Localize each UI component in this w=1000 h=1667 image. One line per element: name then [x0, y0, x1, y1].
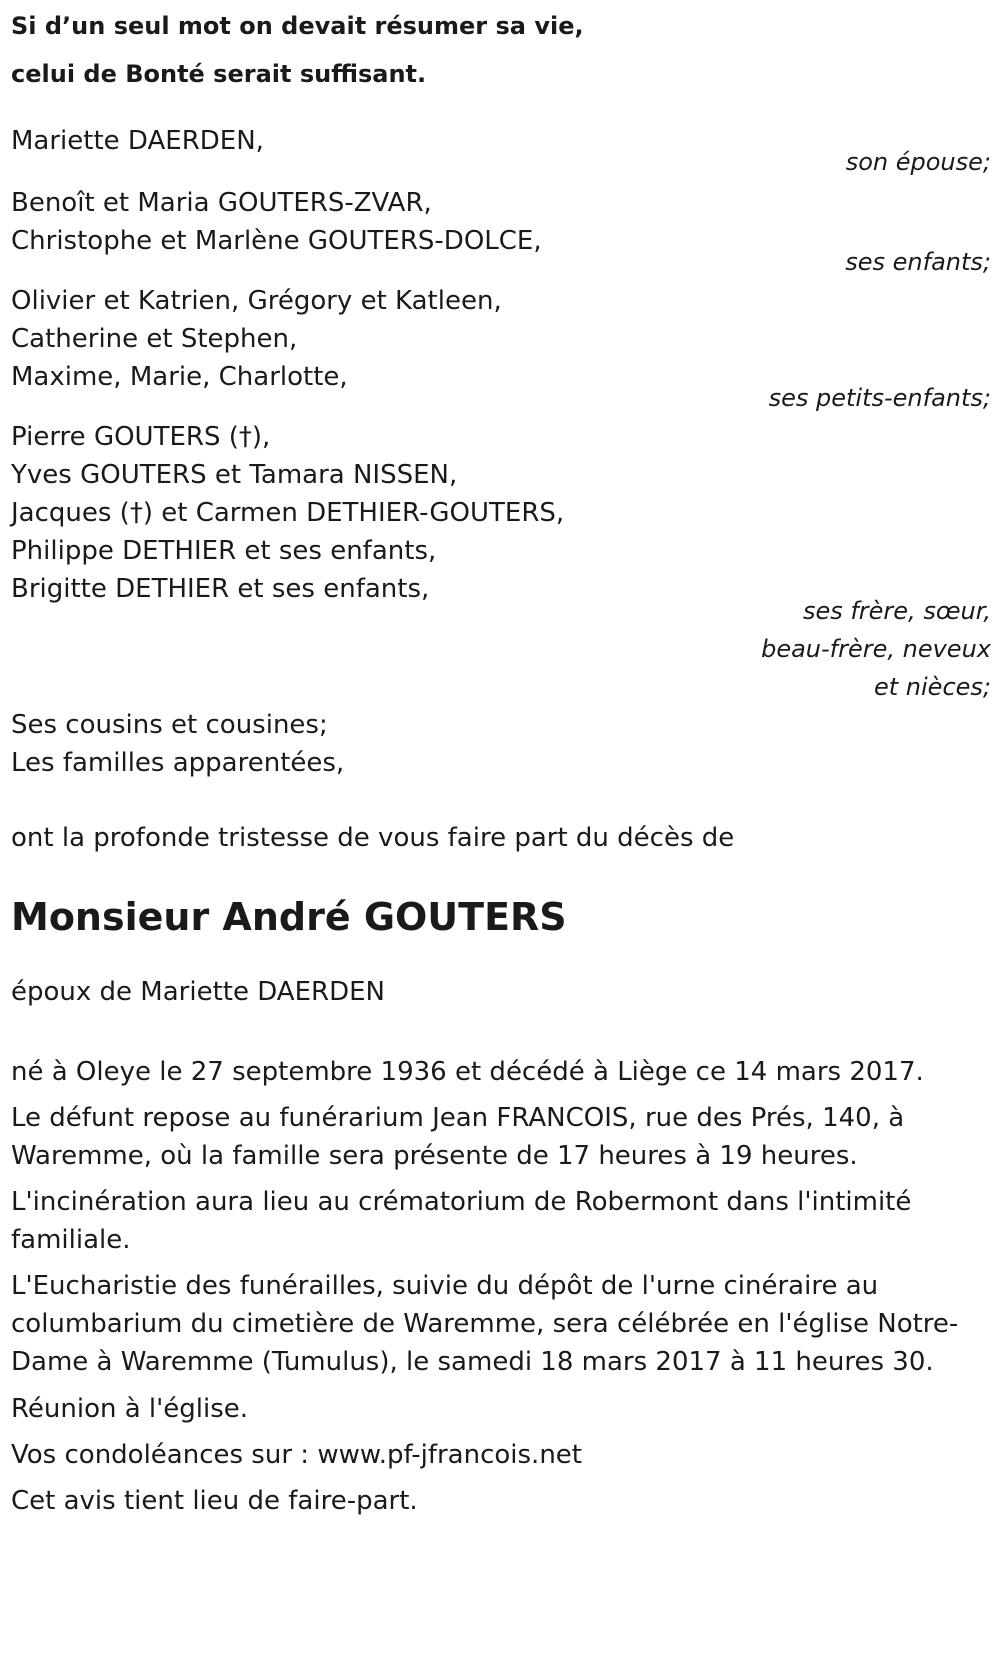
relation-label: ses frère, sœur, [802, 597, 991, 625]
family-name-line: Catherine et Stephen, [11, 324, 298, 354]
condolences-details: Vos condoléances sur : www.pf-jfrancois.net [11, 1440, 582, 1470]
family-name-line: Maxime, Marie, Charlotte, [11, 362, 348, 392]
quote-line: Si d’un seul mot on devait résumer sa vie, [11, 12, 584, 40]
family-name-line: Jacques (†) et Carmen DETHIER-GOUTERS, [11, 498, 565, 528]
family-name-line: Yves GOUTERS et Tamara NISSEN, [11, 460, 458, 490]
family-name-line: Brigitte DETHIER et ses enfants, [11, 574, 430, 604]
opening-quote [11, 0, 991, 98]
family-name-line: Pierre GOUTERS (†), [11, 422, 271, 452]
announcement-text: ont la profonde tristesse de vous faire part du décès de [11, 823, 735, 853]
ceremony-details: L'Eucharistie des funérailles, suivie du dépôt de l'urne cinéraire au columbarium du cimetière de Waremme, sera célébrée en l'église Notre-Dame à Waremme (Tumulus), le samedi 18 mars 2017 à 11 heures 30. [11, 1271, 959, 1377]
obituary-notice [11, 0, 991, 1521]
other-relatives-line: Les familles apparentées, [11, 748, 345, 778]
family-name-line: Benoît et Maria GOUTERS-ZVAR, [11, 188, 432, 218]
relation-label: son épouse; [845, 148, 991, 176]
family-name-line: Christophe et Marlène GOUTERS-DOLCE, [11, 226, 542, 256]
family-name-line: Olivier et Katrien, Grégory et Katleen, [11, 286, 502, 316]
family-group-grandchildren [11, 282, 991, 418]
spouse-line: époux de Mariette DAERDEN [11, 977, 385, 1007]
birth-death-details: né à Oleye le 27 septembre 1936 et décédé à Liège ce 14 mars 2017. [11, 1057, 924, 1087]
other-relatives-line: Ses cousins et cousines; [11, 710, 328, 740]
cremation-details: L'incinération aura lieu au crématorium de Robermont dans l'intimité familiale. [11, 1187, 912, 1255]
quote-line: celui de Bonté serait suffisant. [11, 60, 427, 88]
funerarium-details: Le défunt repose au funérarium Jean FRANCOIS, rue des Prés, 140, à Waremme, où la famille sera présente de 17 heures à 19 heures. [11, 1103, 905, 1171]
relation-label: ses petits-enfants; [768, 384, 991, 412]
family-group-siblings [11, 418, 991, 706]
family-group-spouse [11, 122, 991, 182]
other-relatives [11, 706, 991, 782]
family-name-line: Philippe DETHIER et ses enfants, [11, 536, 437, 566]
relation-label: beau-frère, neveux [761, 635, 991, 663]
relation-label: ses enfants; [845, 248, 991, 276]
deceased-name: Monsieur André GOUTERS [11, 895, 567, 939]
family-group-children [11, 184, 991, 282]
notice-footer: Cet avis tient lieu de faire-part. [11, 1486, 418, 1516]
relation-label: et nièces; [874, 673, 991, 701]
reunion-details: Réunion à l'église. [11, 1394, 249, 1424]
family-name-line: Mariette DAERDEN, [11, 126, 264, 156]
